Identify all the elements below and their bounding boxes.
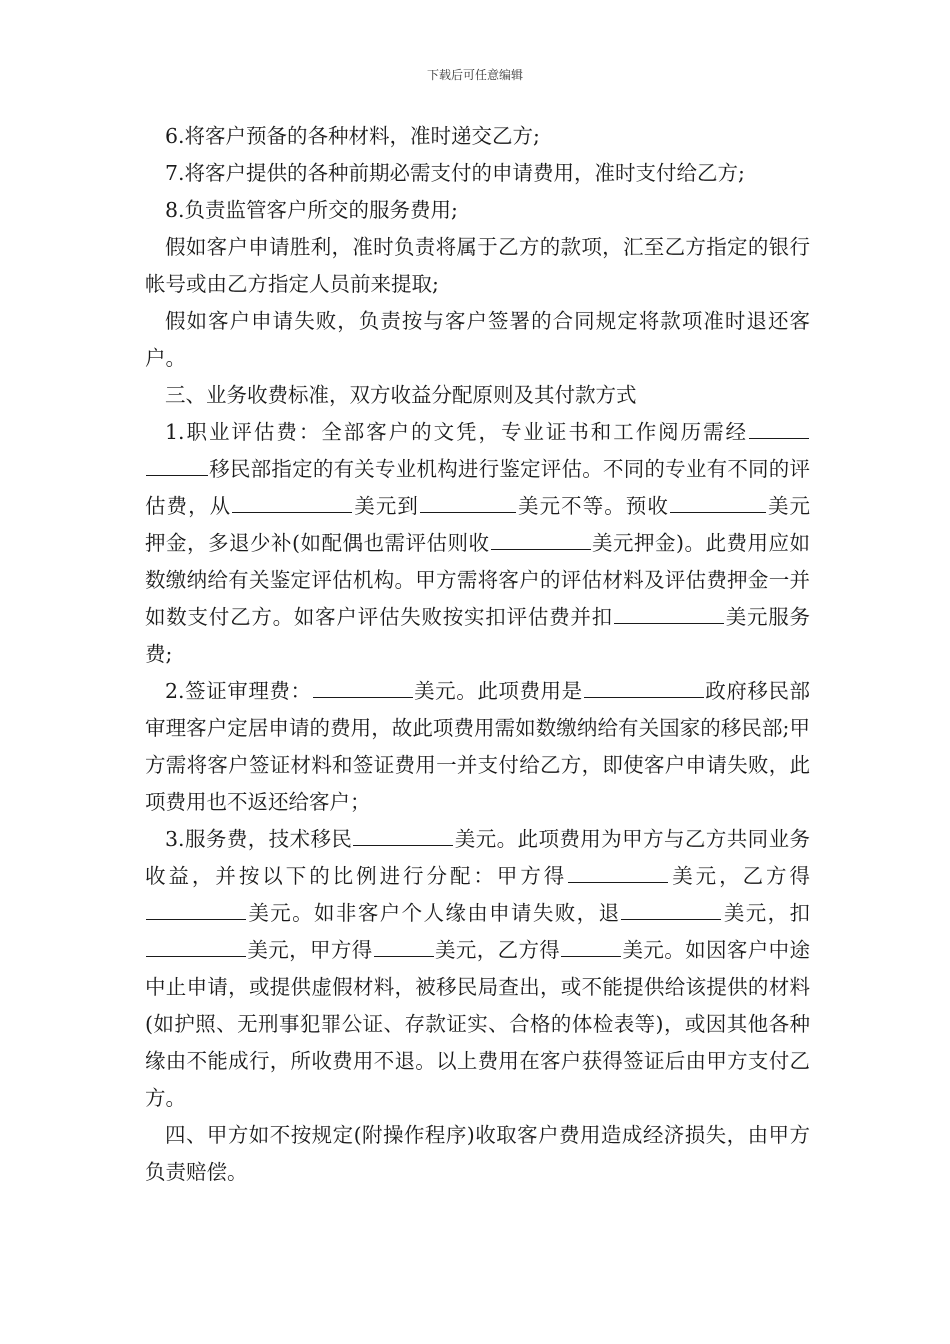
blank-field[interactable] [491,527,591,550]
blank-field[interactable] [568,860,668,883]
blank-field[interactable] [670,490,766,513]
fee-3-paragraph [145,821,810,1117]
blank-field[interactable] [374,934,434,957]
fee-3-text-c: 美元，乙方得 [669,864,810,888]
blank-field[interactable] [621,897,721,920]
fee-3-text-h: 美元。如因客户中途中止申请，或提供虚假材料，被移民局查出，或不能提供给该提供的材料(如护照、无刑事犯罪公证、存款证实、合格的体检表等)，或因其他各种缘由不能成行，所收费用不退。以上费用在客户获得签证后由甲方支付乙方。 [145,938,811,1110]
blank-field[interactable] [749,416,809,439]
fee-1-text-c: 美元到 [353,494,419,518]
section-4-paragraph: 四、甲方如不按规定(附操作程序)收取客户费用造成经济损失，由甲方负责赔偿。 [145,1123,810,1184]
blank-field[interactable] [614,601,724,624]
blank-field[interactable] [584,675,704,698]
fee-3-text-b: 美元。此项费用为甲方与乙方共同业务收益，并按以下的比例进行分配：甲方得 [145,827,811,888]
fee-1-text-a: 1.职业评估费：全部客户的文凭，专业证书和工作阅历需经 [165,420,748,444]
fee-3-text-f: 美元，甲方得 [247,938,373,962]
failure-clause: 假如客户申请失败，负责按与客户签署的合同规定将款项准时退还客户。 [145,309,810,370]
item-7: 7.将客户提供的各种前期必需支付的申请费用，准时支付给乙方; [165,161,745,185]
item-8: 8.负责监管客户所交的服务费用; [165,198,458,222]
section-3-heading: 三、业务收费标准，双方收益分配原则及其付款方式 [165,383,637,407]
fee-2-text-b: 美元。此项费用是 [413,679,583,703]
success-clause: 假如客户申请胜利，准时负责将属于乙方的款项，汇至乙方指定的银行帐号或由乙方指定人员前来提取; [145,235,810,296]
blank-field[interactable] [146,453,208,476]
blank-field[interactable] [146,897,246,920]
page-header: 下载后可任意编辑 [426,68,523,82]
fee-1-text-d: 美元不等。预收 [516,494,669,518]
blank-field[interactable] [353,823,453,846]
fee-1-text-g: 美元服务费; [145,605,810,666]
fee-1-paragraph [145,414,810,673]
blank-field[interactable] [420,490,516,513]
fee-2-paragraph [145,673,810,821]
fee-1-text-e: 美元押金，多退少补(如配偶也需评估则收 [145,494,811,555]
fee-3-text-d: 美元。如非客户个人缘由申请失败，退 [247,901,621,925]
blank-field[interactable] [561,934,621,957]
blank-field[interactable] [313,675,413,698]
blank-field[interactable] [232,490,352,513]
fee-3-text-g: 美元，乙方得 [434,938,561,962]
fee-2-text-a: 2.签证审理费： [165,679,312,703]
fee-3-text-a: 3.服务费，技术移民 [165,827,353,851]
item-6: 6.将客户预备的各种材料，准时递交乙方; [165,124,540,148]
fee-1-text-f: 美元押金)。此费用应如数缴纳给有关鉴定评估机构。甲方需将客户的评估材料及评估费押金一并如数支付乙方。如客户评估失败按实扣评估费并扣 [145,531,810,629]
document-body [145,118,810,1191]
fee-3-text-e: 美元，扣 [722,901,811,925]
blank-field[interactable] [146,934,246,957]
fee-2-text-c: 政府移民部审理客户定居申请的费用，故此项费用需如数缴纳给有关国家的移民部;甲方需将客户签证材料和签证费用一并支付给乙方，即使客户申请失败，此项费用也不返还给客户； [145,679,811,814]
fee-1-text-b: 移民部指定的有关专业机构进行鉴定评估。不同的专业有不同的评估费，从 [145,457,810,518]
